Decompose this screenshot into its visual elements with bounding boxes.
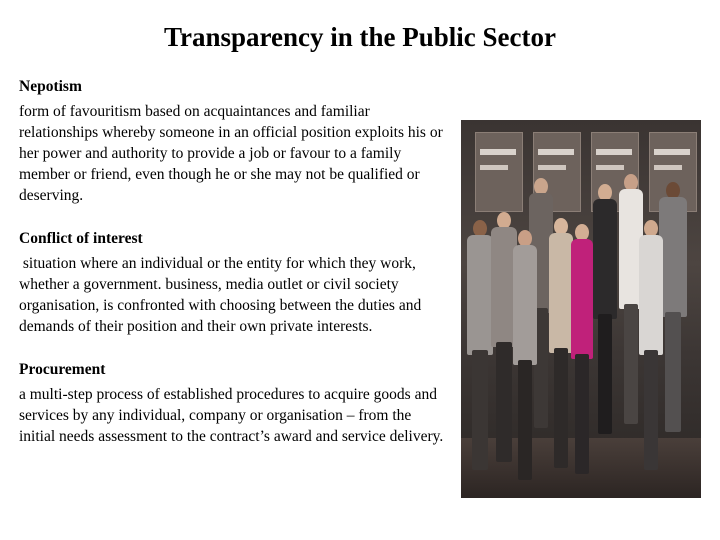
term-nepotism: Nepotism bbox=[19, 78, 82, 95]
slide-title: Transparency in the Public Sector bbox=[164, 22, 556, 52]
person bbox=[639, 220, 663, 450]
person bbox=[659, 182, 687, 452]
person bbox=[513, 230, 537, 450]
person bbox=[571, 224, 593, 444]
definitions-list bbox=[19, 76, 447, 447]
definition-procurement: a multi-step process of established procedures to acquire goods and services by any individual, company or organisation – from the initial needs assessment to the contract’s award and service delivery. bbox=[19, 386, 444, 445]
definition-conflict-of-interest: situation where an individual or the entity for which they work, whether a government. business, media outlet or civil society organisation, is confronted with choosing between the duties and demands of their position and their own private interests. bbox=[19, 255, 426, 335]
term-conflict-of-interest: Conflict of interest bbox=[19, 230, 143, 247]
person bbox=[467, 220, 493, 450]
person bbox=[549, 218, 573, 448]
group-photo bbox=[461, 120, 701, 498]
definition-nepotism: form of favouritism based on acquaintances and familiar relationships whereby someone in an official position exploits his or her power and authority to provide a job or favour to a family member or friend, even though he or she may not be qualified or deserving. bbox=[19, 103, 443, 204]
term-procurement: Procurement bbox=[19, 361, 106, 378]
backdrop-panel bbox=[475, 132, 523, 212]
person bbox=[593, 184, 617, 444]
